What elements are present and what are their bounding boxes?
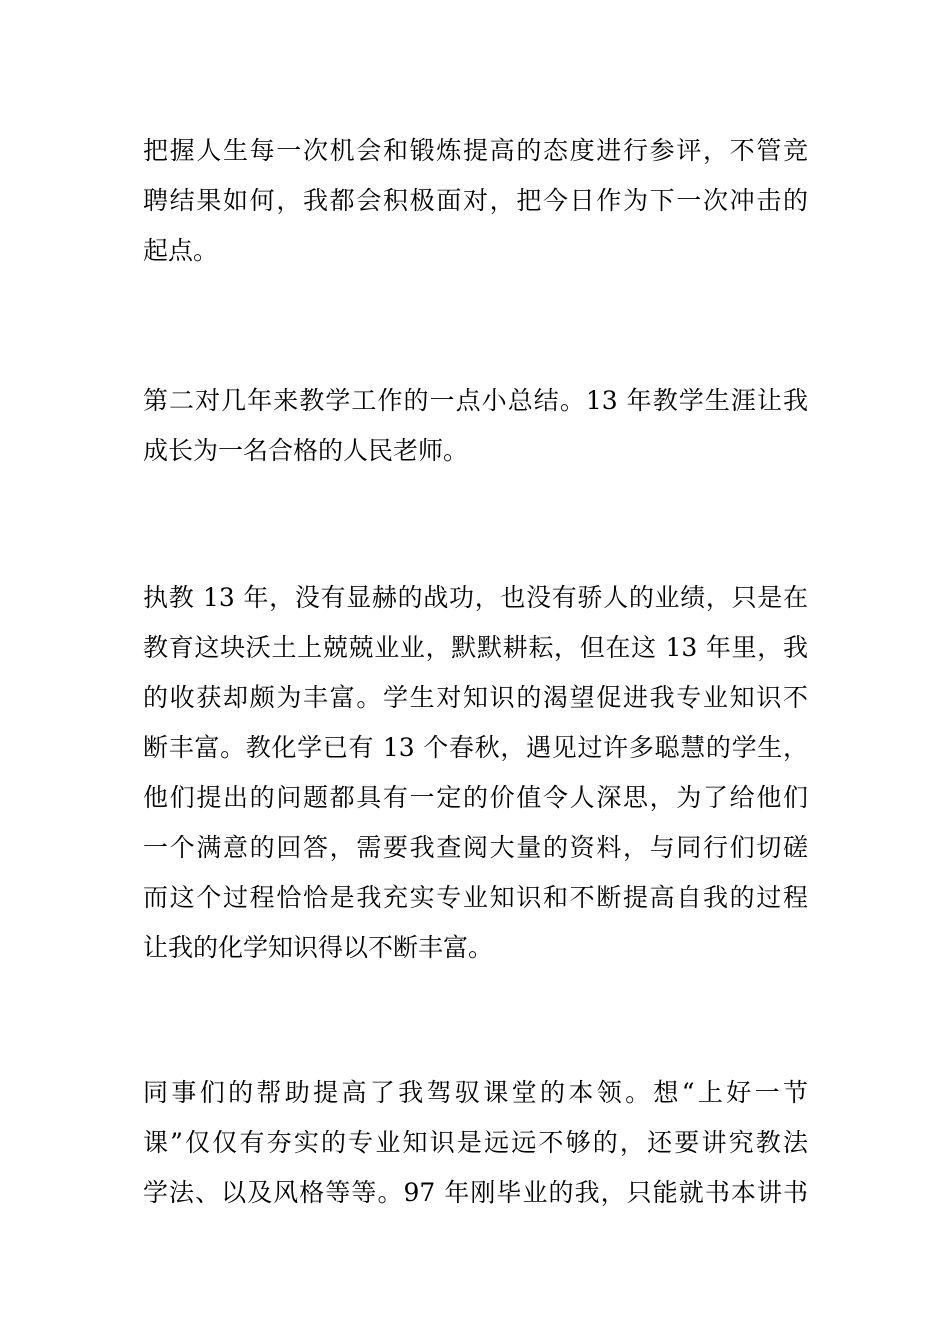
text-line: 断丰富。教化学已有 13 个春秋，遇见过许多聪慧的学生，: [143, 733, 808, 762]
text-line: 而这个过程恰恰是我充实专业知识和不断提高自我的过程: [143, 883, 808, 912]
text-line: 的收获却颇为丰富。学生对知识的渴望促进我专业知识不: [143, 683, 808, 712]
text-line: 一个满意的回答，需要我查阅大量的资料，与同行们切磋: [143, 833, 808, 862]
text-line: 第二对几年来教学工作的一点小总结。13 年教学生涯让我: [143, 386, 808, 415]
paragraph-summary-intro: [143, 376, 808, 476]
text-line: 起点。: [143, 236, 219, 265]
text-line: 执教 13 年，没有显赫的战功，也没有骄人的业绩，只是在: [143, 583, 808, 612]
text-line: 课”仅仅有夯实的专业知识是远远不够的，还要讲究教法: [143, 1128, 808, 1157]
text-line: 成长为一名合格的人民老师。: [143, 436, 469, 465]
paragraph-teaching-harvest: [143, 573, 808, 973]
text-line: 他们提出的问题都具有一定的价值令人深思，为了给他们: [143, 783, 808, 812]
text-line: 让我的化学知识得以不断丰富。: [143, 933, 494, 962]
text-line: 聘结果如何，我都会积极面对，把今日作为下一次冲击的: [143, 186, 808, 215]
text-line: 把握人生每一次机会和锻炼提高的态度进行参评，不管竞: [143, 136, 808, 165]
text-line: 学法、以及风格等等。97 年刚毕业的我，只能就书本讲书: [143, 1178, 808, 1207]
paragraph-attitude: [143, 126, 808, 276]
text-line: 教育这块沃土上兢兢业业，默默耕耘，但在这 13 年里，我: [143, 633, 808, 662]
paragraph-colleagues-help: [143, 1068, 808, 1218]
text-line: 同事们的帮助提高了我驾驭课堂的本领。想“上好一节: [143, 1078, 808, 1107]
